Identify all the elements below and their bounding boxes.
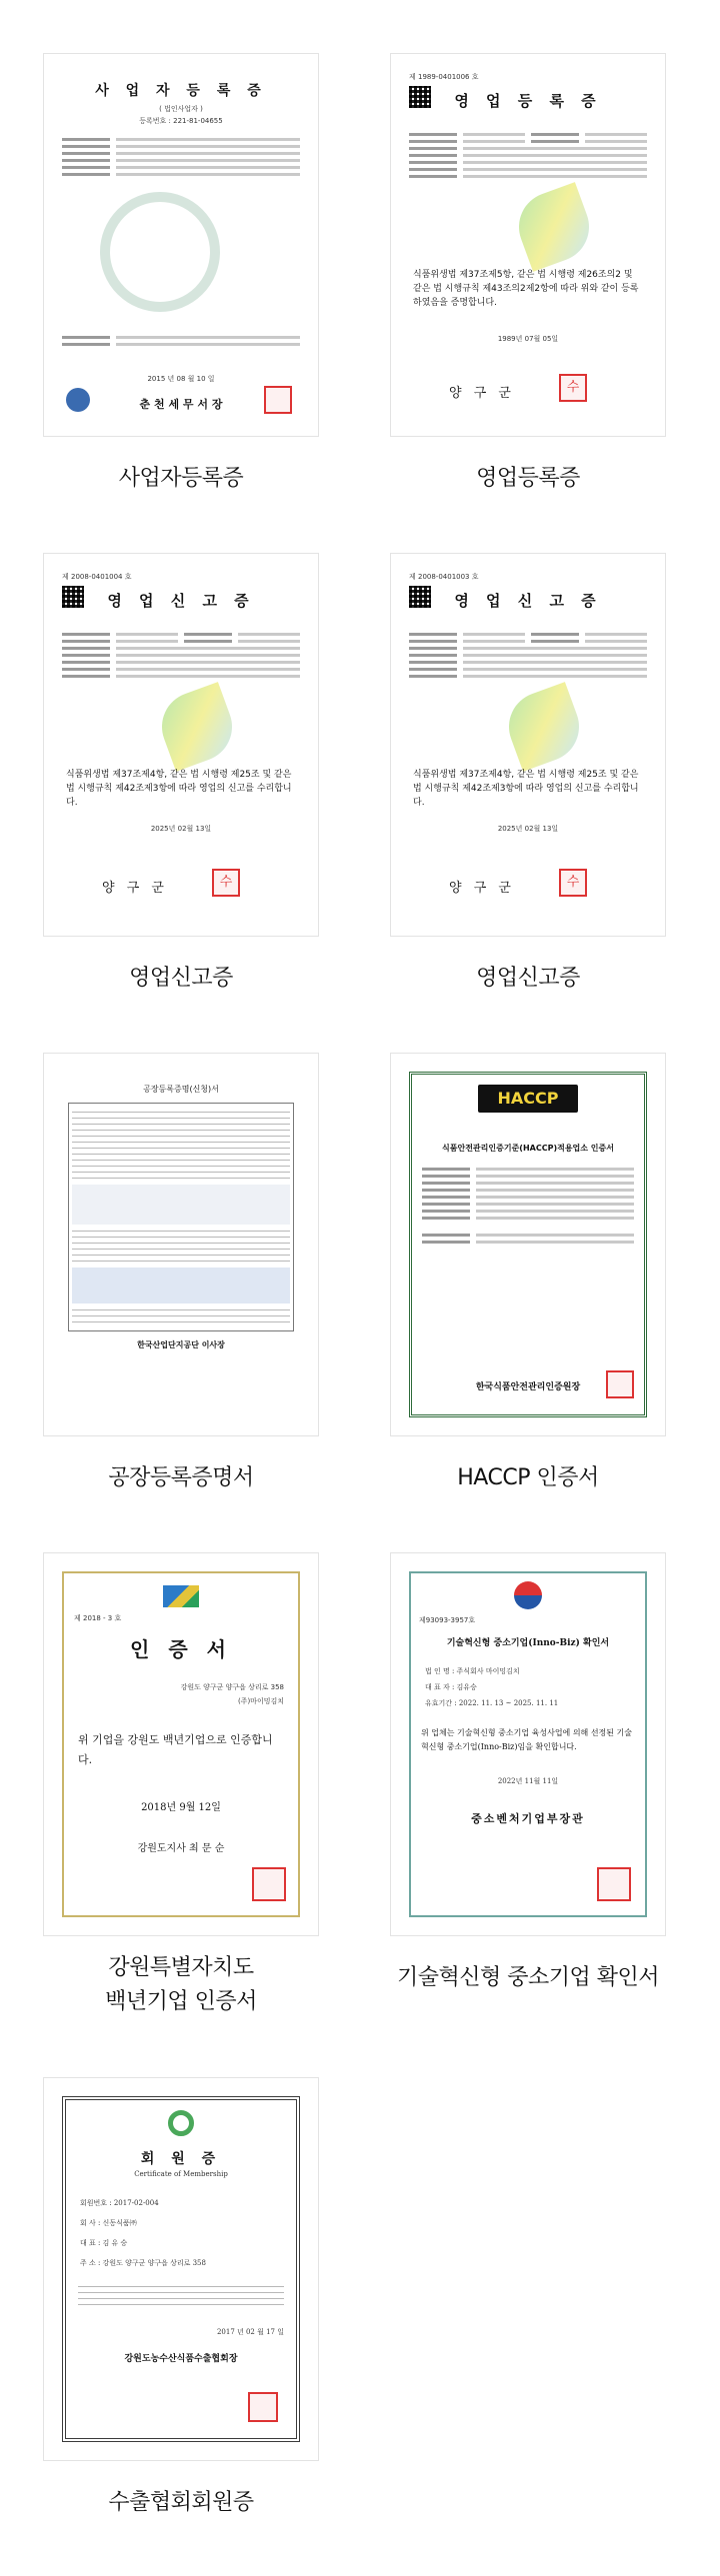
ceo-name: 대 표 : 김 유 승: [80, 2239, 128, 2247]
certificate-card-business-registration[interactable]: [43, 53, 319, 437]
certificate-card-innobiz[interactable]: [390, 1552, 666, 1936]
issuer-name: 춘 천 세 무 서 장: [139, 398, 223, 411]
official-seal-icon: 수: [559, 869, 587, 897]
official-seal-icon: [252, 1867, 286, 1901]
registration-number: 등록번호 : 221-81-04655: [139, 117, 223, 125]
certificate-card-business-report-2[interactable]: [390, 553, 666, 937]
qr-code-icon: [409, 86, 431, 108]
caption-business-registration: 사업자등록증: [118, 466, 244, 491]
certificate-card-export-membership[interactable]: [43, 2077, 319, 2461]
caption-factory-registration: 공장등록증명서: [108, 1465, 254, 1490]
issuer-name: 강원도농수산식품수출협회장: [124, 2354, 238, 2364]
gangwon-logo-icon: [163, 1585, 199, 1607]
certificate-title: 영 업 신 고 증: [107, 592, 255, 610]
caption-business-report-1: 영업신고증: [129, 966, 233, 991]
certificate-body: 식품위생법 제37조제5항, 같은 법 시행령 제26조의2 및 같은 법 시행규칙 제43조의2제2항에 따라 위와 같이 등록하였음을 증명합니다.: [413, 270, 639, 308]
official-seal-icon: [248, 2392, 278, 2422]
certificate-document: [62, 1571, 300, 1917]
issuer-name: 양 구 군: [449, 386, 515, 401]
certificate-title: 영 업 신 고 증: [454, 592, 602, 610]
decorative-leaf-icon: [152, 682, 242, 772]
national-emblem-icon: [66, 388, 90, 412]
official-seal-icon: [264, 386, 292, 414]
certificate-card-centennial-company[interactable]: [43, 1552, 319, 1936]
company-address: 강원도 양구군 양구읍 상리로 358: [180, 1683, 284, 1691]
official-seal-icon: 수: [212, 869, 240, 897]
issue-date: 2025년 02월 13일: [150, 825, 212, 833]
issuer-name: 중소벤처기업부장관: [471, 1812, 585, 1825]
issue-date: 2025년 02월 13일: [497, 825, 559, 833]
company-address: 주 소 : 강원도 양구군 양구읍 상리로 358: [80, 2259, 206, 2267]
decorative-leaf-icon: [509, 182, 599, 272]
official-seal-icon: 수: [559, 374, 587, 402]
issuer-name: 한국산업단지공단 이사장: [137, 1340, 225, 1349]
certificate-document: [409, 572, 647, 918]
decorative-leaf-icon: [499, 682, 589, 772]
company-name: 법 인 명 : 주식회사 마이밍김치: [425, 1667, 520, 1675]
issuer-name: 양 구 군: [449, 881, 515, 896]
certificate-body: 식품위생법 제37조제4항, 같은 법 시행령 제25조 및 같은 법 시행규칙 제42조제3항에 따라 영업의 신고를 수리합니다.: [66, 770, 292, 808]
certificate-title: 공장등록증명(신청)서: [143, 1085, 219, 1094]
haccp-logo: HACCP: [478, 1085, 578, 1113]
certificate-document: [409, 1072, 647, 1417]
certificate-document: [62, 2096, 300, 2442]
caption-haccp: HACCP 인증서: [457, 1465, 599, 1490]
certificate-card-factory-registration[interactable]: [43, 1053, 319, 1436]
official-seal-icon: [606, 1370, 634, 1398]
issuer-name: 한국식품안전관리인증원장: [475, 1382, 581, 1392]
certificate-document: [68, 1072, 294, 1417]
caption-line-1: 강원특별자치도: [108, 1955, 254, 1980]
certificate-subtitle: Certificate of Membership: [134, 2170, 228, 2178]
document-number: 제 2018 - 3 호: [74, 1614, 122, 1622]
certificate-subtitle: ( 법인사업자 ): [159, 105, 203, 113]
company-name: 회 사 : 신동식품㈜: [80, 2219, 137, 2227]
document-number: 제 2008-0401003 호: [409, 573, 479, 581]
document-number: 제93093-3957호: [419, 1616, 476, 1624]
association-logo-icon: [168, 2110, 194, 2136]
certificate-card-business-registration-food[interactable]: [390, 53, 666, 437]
qr-code-icon: [409, 586, 431, 608]
certificate-card-business-report-1[interactable]: [43, 553, 319, 937]
certificate-title: 식품안전관리인증기준(HACCP)적용업소 인증서: [442, 1144, 614, 1153]
caption-export-membership: 수출협회회원증: [108, 2490, 254, 2515]
korea-emblem-icon: [514, 1581, 542, 1609]
certificate-title: 영 업 등 록 증: [454, 92, 602, 110]
certificate-document: [409, 1571, 647, 1917]
issue-date: 2017 년 02 월 17 일: [216, 2328, 284, 2336]
certificate-document: [62, 572, 300, 918]
issue-date: 2015 년 08 월 10 일: [147, 375, 215, 383]
company-name: (주)마이밍김치: [237, 1697, 284, 1705]
document-number: 제 1989-0401006 호: [409, 73, 479, 81]
caption-business-report-2: 영업신고증: [476, 966, 580, 991]
issuer-name: 양 구 군: [102, 881, 168, 896]
caption-business-registration-food: 영업등록증: [476, 466, 580, 491]
certificate-body: 위 기업을 강원도 백년기업으로 인증합니다.: [78, 1733, 273, 1766]
factory-table: [68, 1103, 294, 1331]
certificate-body: 위 업체는 기술혁신형 중소기업 육성사업에 의해 선정된 기술혁신형 중소기업(Inno-Biz)임을 확인합니다.: [421, 1728, 632, 1751]
qr-code-icon: [62, 586, 84, 608]
certificate-title: 인 증 서: [130, 1637, 232, 1661]
membership-number: 회원번호 : 2017-02-004: [80, 2199, 159, 2207]
issue-date: 1989년 07월 05일: [497, 335, 559, 343]
caption-line-2: 백년기업 인증서: [105, 1989, 257, 2014]
issue-date: 2018년 9월 12일: [141, 1802, 221, 1813]
caption-centennial-company: [11, 1951, 351, 2019]
certificate-title: 사 업 자 등 록 증: [95, 83, 267, 99]
ceo-name: 대 표 자 : 김유승: [425, 1683, 477, 1691]
caption-innobiz: 기술혁신형 중소기업 확인서: [396, 1965, 659, 1990]
certificate-document: [62, 72, 300, 418]
issuer-name: 강원도지사 최 문 순: [137, 1843, 225, 1854]
validity-period: 유효기간 : 2022. 11. 13 ~ 2025. 11. 11: [425, 1699, 559, 1707]
official-seal-icon: [597, 1867, 631, 1901]
certificate-document: [409, 72, 647, 418]
certificate-title: 회 원 증: [140, 2151, 222, 2167]
certificate-card-haccp[interactable]: [390, 1053, 666, 1436]
document-number: 제 2008-0401004 호: [62, 573, 132, 581]
tax-office-emblem: [100, 192, 220, 312]
issue-date: 2022년 11월 11일: [497, 1777, 559, 1785]
certificate-body: 식품위생법 제37조제4항, 같은 법 시행령 제25조 및 같은 법 시행규칙 제42조제3항에 따라 영업의 신고를 수리합니다.: [413, 770, 639, 808]
certificate-title: 기술혁신형 중소기업(Inno-Biz) 확인서: [446, 1638, 610, 1648]
